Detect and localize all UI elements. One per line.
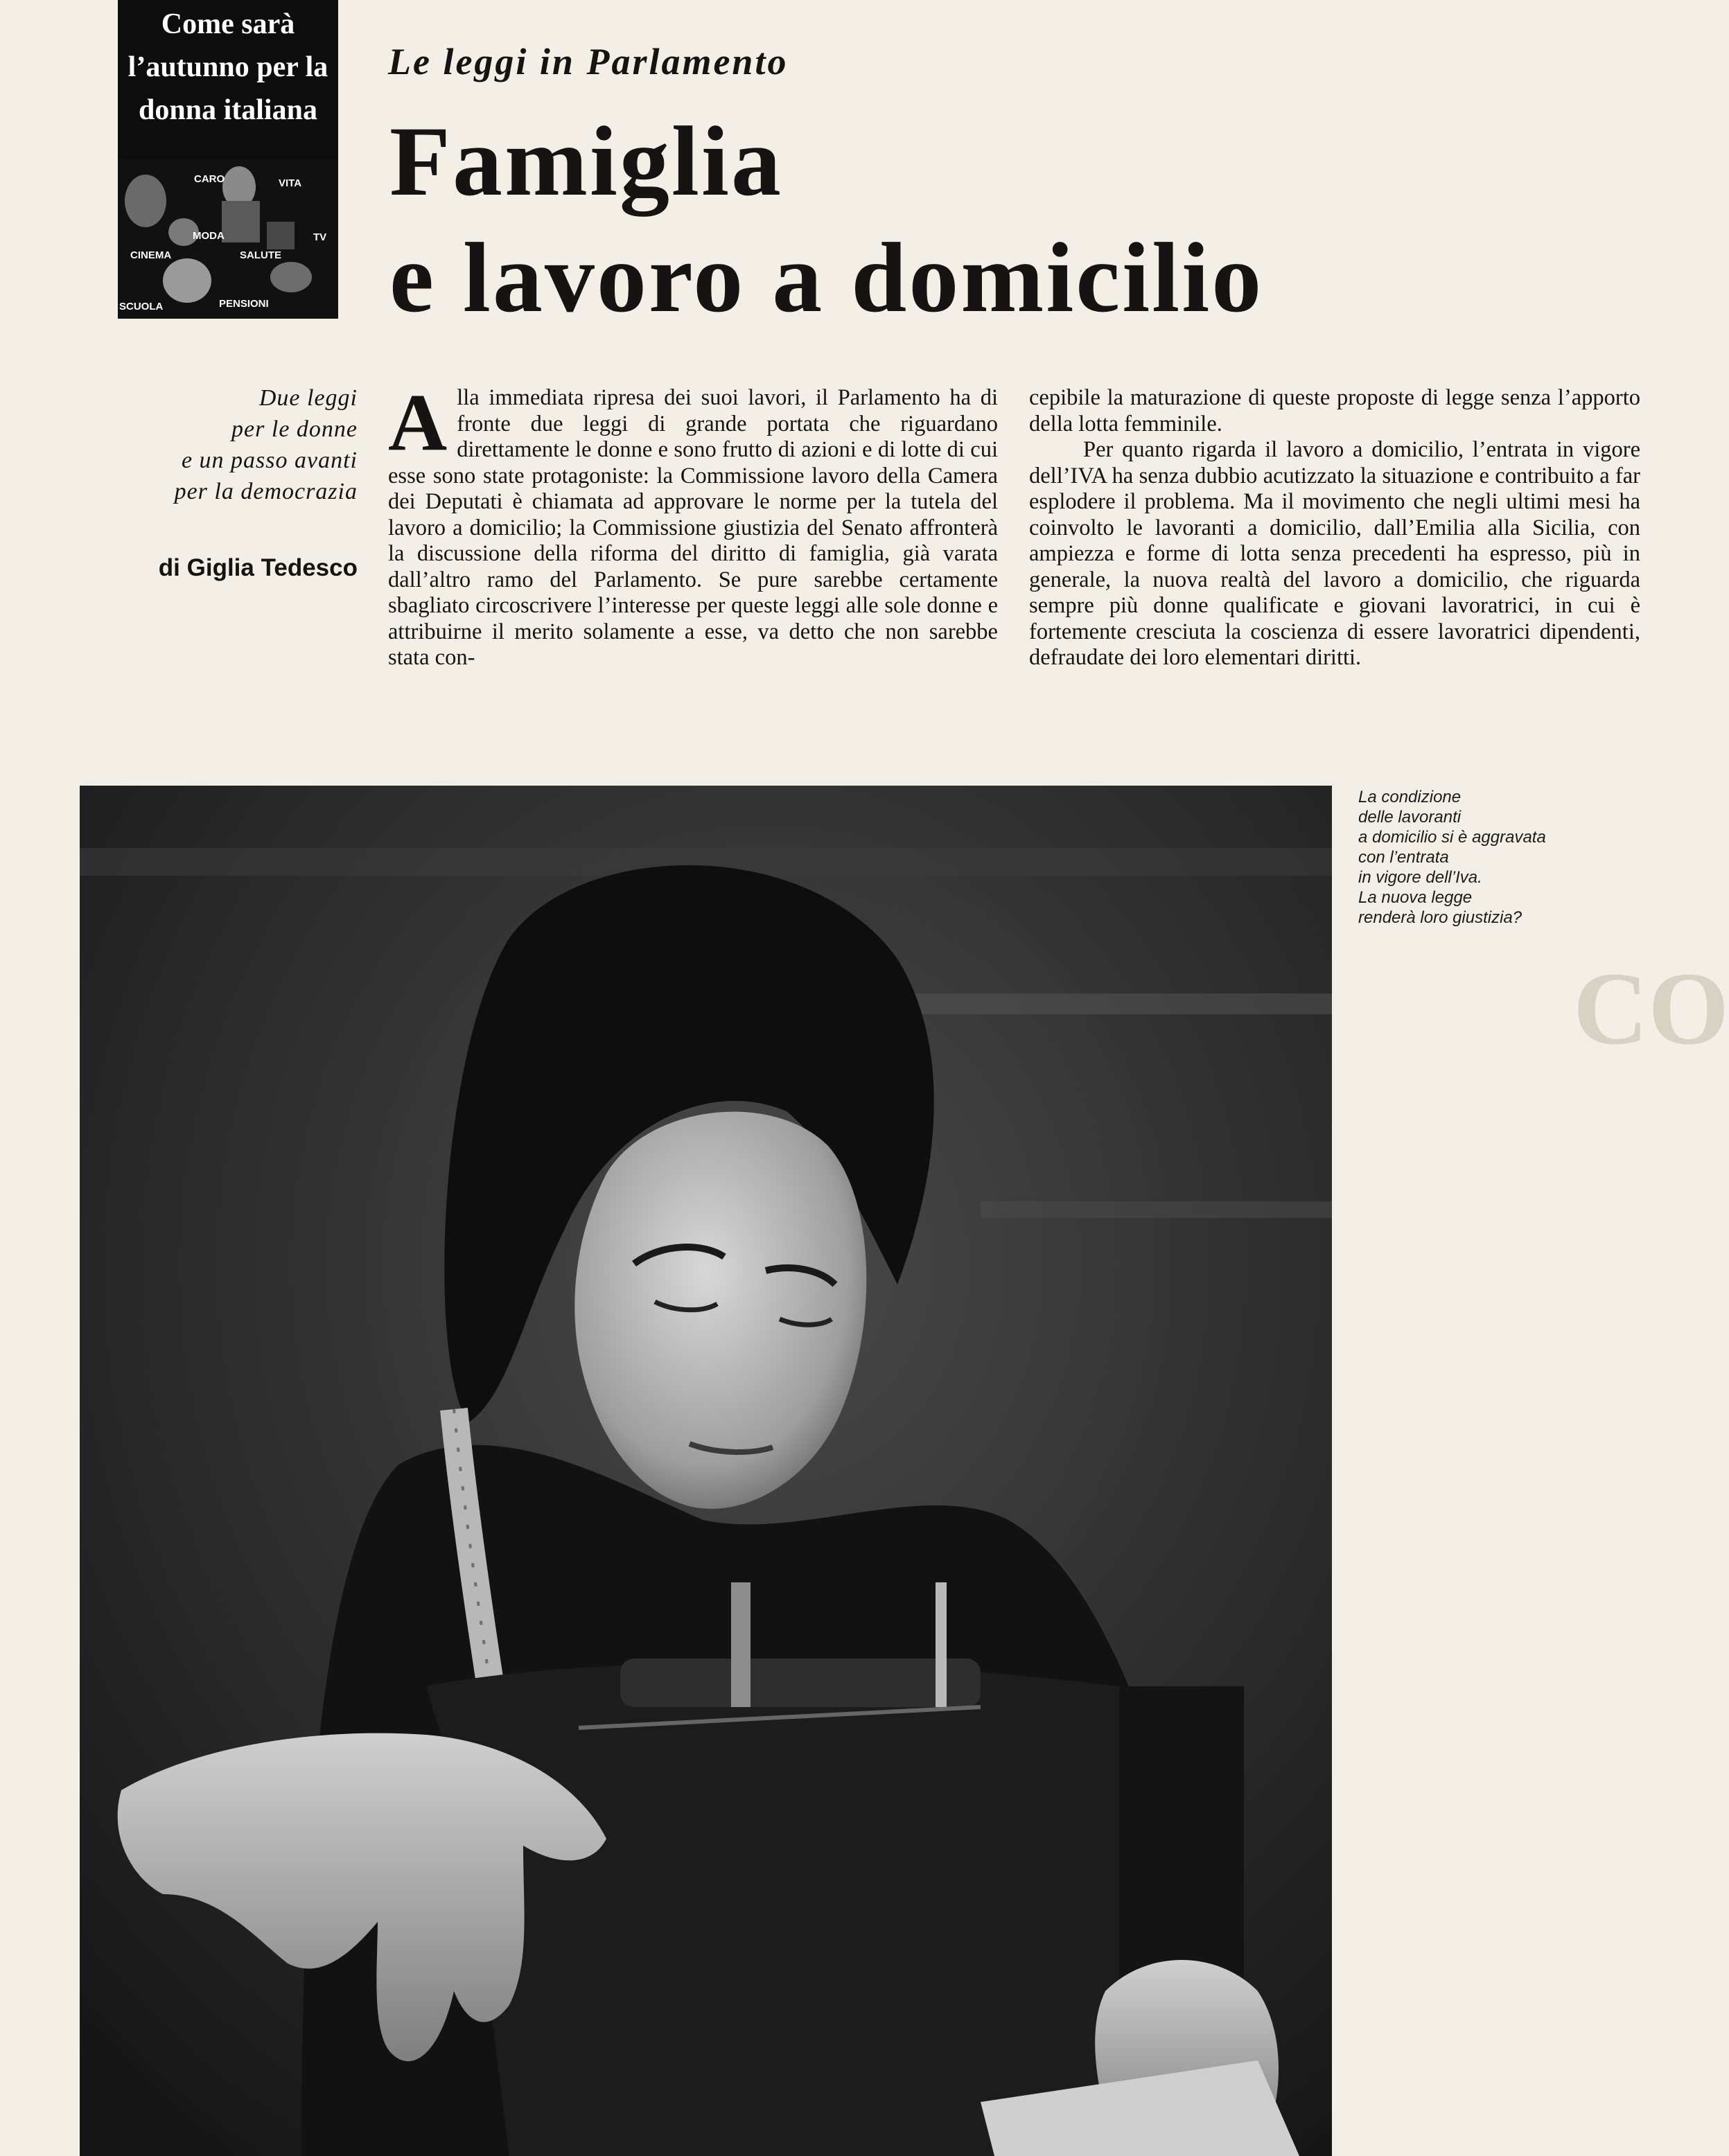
collage-label: PENSIONI bbox=[219, 298, 269, 310]
headline-line: e lavoro a domicilio bbox=[389, 223, 1264, 333]
article-column-1 bbox=[388, 377, 998, 671]
article-paragraph: lla immediata ripresa dei suoi lavori, il Parlamento ha di fronte due leggi di grande portata che riguardano direttamente le donne e sono frutto di azioni e di lotte di cui esse sono state protagoniste: la Commissione lavoro della Camera dei Deputati è chiamata ad approvare le norme per la tutela del lavoro a domicilio; la Commissione giustizia del Senato affronterà la discussione della riforma del diritto di famiglia, già varata dall’altro ramo del Parlamento. Se pure sarebbe certamente sbagliato circoscrivere l’interesse per queste leggi alle sole donne e attribuirne il merito solamente a esse, va detto che non sarebbe stata con- bbox=[388, 385, 998, 670]
article-paragraph: cepibile la maturazione di queste proposte di legge senza l’apporto della lotta femminile. bbox=[1029, 385, 1640, 436]
headline bbox=[389, 104, 1263, 337]
article-paragraph: Per quanto rigarda il lavoro a domicilio, l’entrata in vigore dell’IVA ha senza dubbio acutizzato la situazione e contribuito a far esplodere il problema. Ma il movimento che negli ultimi mesi ha coinvolto le lavoranti a domicilio, dall’Emilia alla Sicilia, con ampiezza e forme di lotta senza precedenti ha espresso, più in generale, la nuova realtà del lavoro a domicilio, che riguarda sempre più donne qualificate e giovani lavoratrici, in cui è fortemente cresciuta la coscienza di essere lavoratrici dipendenti, defraudate dei loro elementari diritti. bbox=[1029, 437, 1640, 670]
photo-woman-sewing bbox=[80, 786, 1332, 2156]
deck-line: per le donne bbox=[231, 416, 358, 442]
deck-line: Due leggi bbox=[258, 385, 358, 411]
drop-cap: A bbox=[388, 377, 448, 468]
collage-label: SCUOLA bbox=[119, 301, 164, 312]
collage-label: SALUTE bbox=[240, 249, 281, 261]
next-page-ghost: CO bbox=[1573, 951, 1729, 1066]
caption-line: La nuova legge bbox=[1358, 888, 1473, 907]
article-column-2 bbox=[1029, 385, 1640, 671]
deck-line: e un passo avanti bbox=[181, 448, 358, 473]
series-title: Come sarà l’autunno per la donna italiana bbox=[128, 8, 328, 126]
caption-line: renderà loro giustizia? bbox=[1358, 908, 1522, 927]
collage-image bbox=[118, 159, 338, 319]
deck bbox=[111, 382, 358, 507]
caption-line: a domicilio si è aggravata bbox=[1358, 828, 1546, 847]
headline-line: Famiglia bbox=[389, 107, 783, 217]
caption-line: in vigore dell’Iva. bbox=[1358, 868, 1482, 887]
caption-line: La condizione bbox=[1358, 788, 1462, 806]
byline: di Giglia Tedesco bbox=[158, 554, 358, 581]
caption-line: con l’entrata bbox=[1358, 848, 1449, 867]
caption-line: delle lavoranti bbox=[1358, 808, 1462, 827]
deck-line: per la democrazia bbox=[174, 479, 358, 504]
collage-label: VITA bbox=[279, 177, 302, 189]
collage-label: CINEMA bbox=[130, 249, 172, 261]
collage-label: TV bbox=[313, 231, 327, 243]
collage-label: MODA bbox=[193, 230, 225, 242]
photo-caption bbox=[1358, 787, 1608, 928]
collage-label: CARO bbox=[194, 173, 225, 185]
kicker: Le leggi in Parlamento bbox=[388, 41, 789, 82]
series-box bbox=[118, 0, 338, 319]
